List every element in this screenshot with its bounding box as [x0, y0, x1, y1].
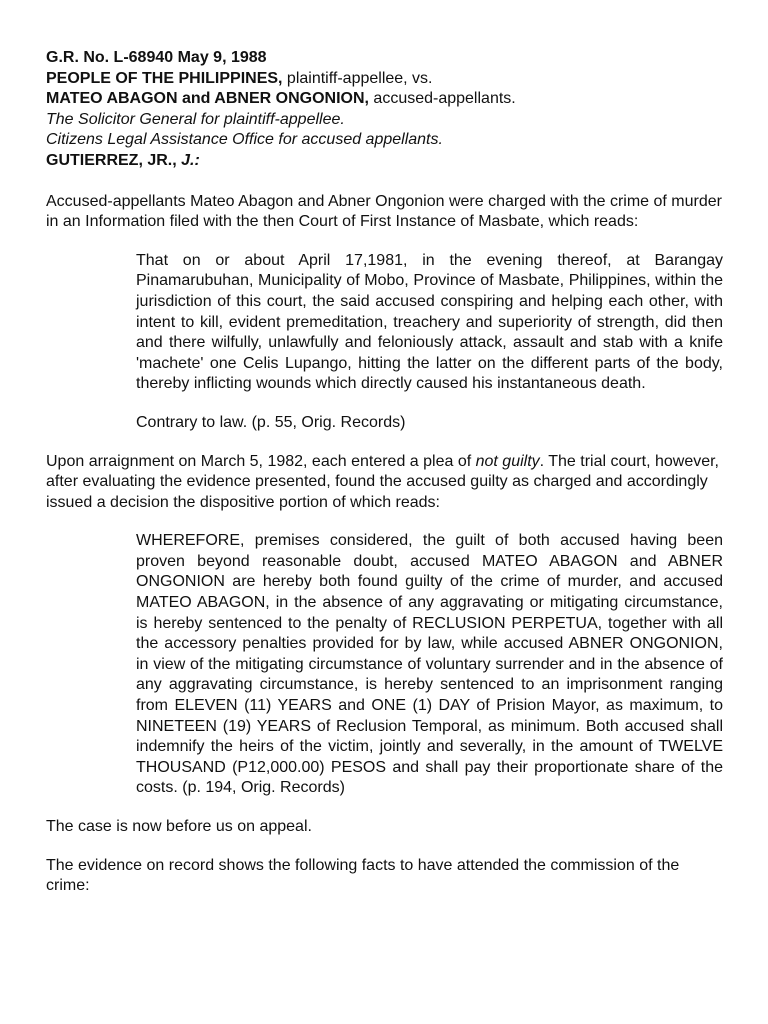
case-header	[46, 48, 723, 172]
accused-role: accused-appellants.	[368, 90, 516, 108]
arraignment-text-a: Upon arraignment on March 5, 1982, each entered a plea of	[46, 452, 476, 470]
accused-names: MATEO ABAGON and ABNER ONGONION,	[46, 90, 369, 108]
quote-information: That on or about April 17,1981, in the evening thereof, at Barangay Pinamarubuhan, Municipality of Mobo, Province of Masbate, Philippines, within the jurisdiction of this court, the said accused conspiring and helping each other, with intent to kill, evident premeditation, treachery and superiority of strength, did then and there wilfully, unlawfully and feloniously attack, assault and stab with a knife 'machete' one Celis Lupango, hitting the latter on the different parts of the body, thereby inflicting wounds which directly caused his instantaneous death.	[136, 251, 723, 393]
counsel-accused	[46, 130, 723, 151]
arraignment-plea: not guilty	[475, 452, 540, 470]
counsel-plaintiff-text: The Solicitor General for plaintiff-appellee.	[46, 110, 345, 128]
paragraph-evidence: The evidence on record shows the following facts to have attended the commission of the crime:	[46, 856, 680, 895]
plaintiff-line	[46, 69, 723, 90]
paragraph-arraignment	[46, 452, 723, 514]
ponente-name: GUTIERREZ, JR.,	[46, 151, 182, 169]
arraignment-text-b: . The trial court, however, after evaluating the evidence presented, found the accused guilty as charged and accordingly issued a decision the dispositive portion of which reads:	[46, 452, 719, 511]
quote-information-note: Contrary to law. (p. 55, Orig. Records)	[136, 413, 406, 431]
plaintiff-role: plaintiff-appellee, vs.	[282, 69, 433, 87]
counsel-plaintiff	[46, 110, 723, 131]
ponente-line	[46, 151, 723, 172]
quote-dispositive: WHEREFORE, premises considered, the guilt of both accused having been proven beyond reasonable doubt, accused MATEO ABAGON and ABNER ONGONION are hereby both found guilty of the crime of murder, and accused MATEO ABAGON, in the absence of any aggravating or mitigating circumstance, is hereby sentenced to the penalty of RECLUSION PERPETUA, together with all the accessory penalties provided for by law, while accused ABNER ONGONION, in view of the mitigating circumstance of voluntary surrender and in the absence of any aggravating circumstance, is hereby sentenced to an imprisonment ranging from ELEVEN (11) YEARS and ONE (1) DAY of Prision Mayor, as maximum, to NINETEEN (19) YEARS of Reclusion Temporal, as minimum. Both accused shall indemnify the heirs of the victim, jointly and severally, in the amount of TWELVE THOUSAND (P12,000.00) PESOS and shall pay their proportionate share of the costs. (p. 194, Orig. Records)	[136, 532, 723, 797]
ponente-title: J.:	[181, 151, 200, 169]
document-page	[46, 48, 723, 897]
case-number	[46, 48, 723, 69]
accused-line	[46, 89, 723, 110]
counsel-accused-text: Citizens Legal Assistance Office for accused appellants.	[46, 131, 443, 149]
case-number-text: G.R. No. L-68940 May 9, 1988	[46, 49, 267, 66]
paragraph-information: Accused-appellants Mateo Abagon and Abner Ongonion were charged with the crime of murder in an Information filed with the then Court of First Instance of Masbate, which reads:	[46, 192, 722, 231]
paragraph-appeal: The case is now before us on appeal.	[46, 818, 312, 835]
plaintiff-name: PEOPLE OF THE PHILIPPINES,	[46, 69, 283, 87]
